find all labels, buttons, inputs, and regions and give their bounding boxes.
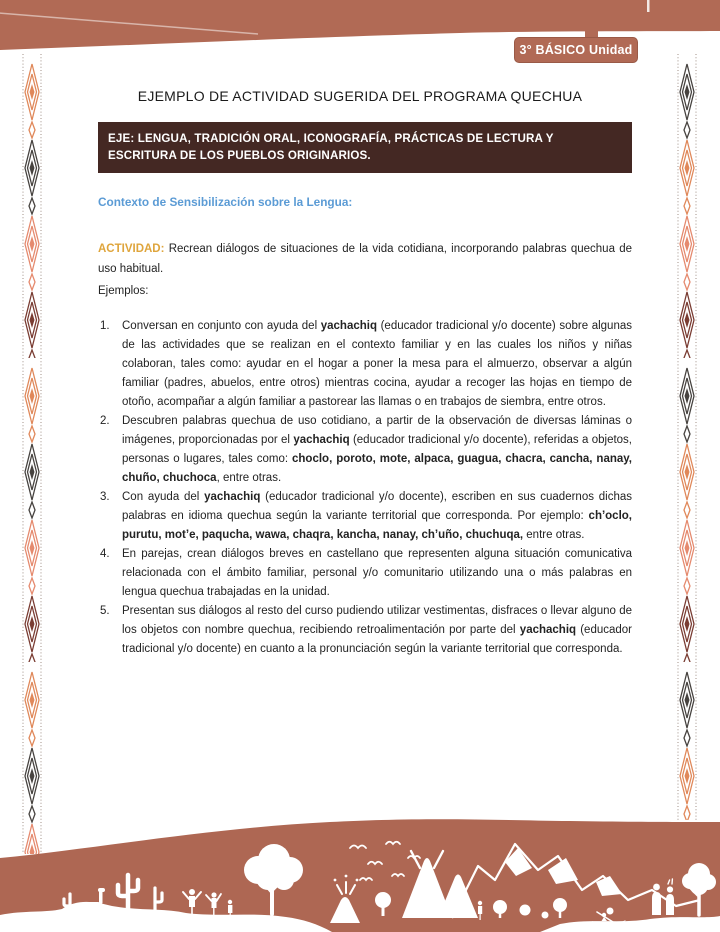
list-number: 1. [100, 320, 110, 332]
list-item: 4. En parejas, crean diálogos breves en castellano que representen alguna situación comunicativa relacionada con el ámbito familiar, personal y/o comunitario utilizando una o más palabras en lengua quechua trabajadas en la unidad. [98, 545, 632, 602]
activity-text: Recrean diálogos de situaciones de la vida cotidiana, incorporando palabras quechua de uso habitual. [98, 242, 632, 275]
left-border-pattern [22, 54, 42, 854]
activity-label: ACTIVIDAD: [98, 242, 165, 255]
eje-banner: EJE: LENGUA, TRADICIÓN ORAL, ICONOGRAFÍA, PRÁCTICAS DE LECTURA Y ESCRITURA DE LOS PUEBLOS ORIGINARIOS. [98, 122, 632, 173]
list-number: 5. [100, 605, 110, 617]
footer-illustration [0, 818, 720, 932]
badge-connector [585, 24, 598, 38]
list-item: 5. Presentan sus diálogos al resto del curso pudiendo utilizar vestimentas, disfraces o llevar alguno de los objetos con nombre quechua, recibiendo retroalimentación por parte del yachachiq (educador tradicional y/o docente) en cuanto a la pronunciación según la variante territorial que corresponda. [98, 602, 632, 659]
unit-badge: 3° BÁSICO Unidad 2 [514, 37, 638, 63]
list-item: 3. Con ayuda del yachachiq (educador tradicional y/o docente), escriben en sus cuadernos dichas palabras en idioma quechua según la variante territorial que corresponda. Por ejemplo: ch’oclo, purutu, mot’e, paqucha, wawa, chaqra, kancha, nanay, ch’uño, chuchuqa, entre otras. [98, 488, 632, 545]
list-item: 2. Descubren palabras quechua de uso cotidiano, a partir de la observación de diversas láminas o imágenes, proporcionadas por el yachachiq (educador tradicional y/o docente), referidas a objetos, personas o lugares, tales como: choclo, poroto, mote, alpaca, guagua, chacra, cancha, nanay, chuño, chuchoca, entre otras. [98, 412, 632, 488]
examples-heading: Ejemplos: [98, 285, 149, 297]
examples-list [98, 317, 632, 659]
activity-paragraph [98, 239, 632, 279]
right-border-pattern [677, 54, 697, 820]
list-item: 1. Conversan en conjunto con ayuda del yachachiq (educador tradicional y/o docente) sobre algunas de las actividades que se realizan en el contexto familiar y en las cuales los niños y niñas colaboran, tales como: ayudar en el hogar a poner la mesa para el almuerzo, observar a algún familiar (padres, abuelos, entre otros) mientras cocina, ayudar a recoger las hojas en tiempo de otoño, acompañar a algún familiar a pastorear las llamas o en trabajos de siembra, entre otros. [98, 317, 632, 412]
list-number: 4. [100, 548, 110, 560]
context-heading: Contexto de Sensibilización sobre la Lengua: [98, 195, 353, 209]
page-title: EJEMPLO DE ACTIVIDAD SUGERIDA DEL PROGRAMA QUECHUA [137, 88, 583, 104]
list-number: 2. [100, 415, 110, 427]
list-number: 3. [100, 491, 110, 503]
